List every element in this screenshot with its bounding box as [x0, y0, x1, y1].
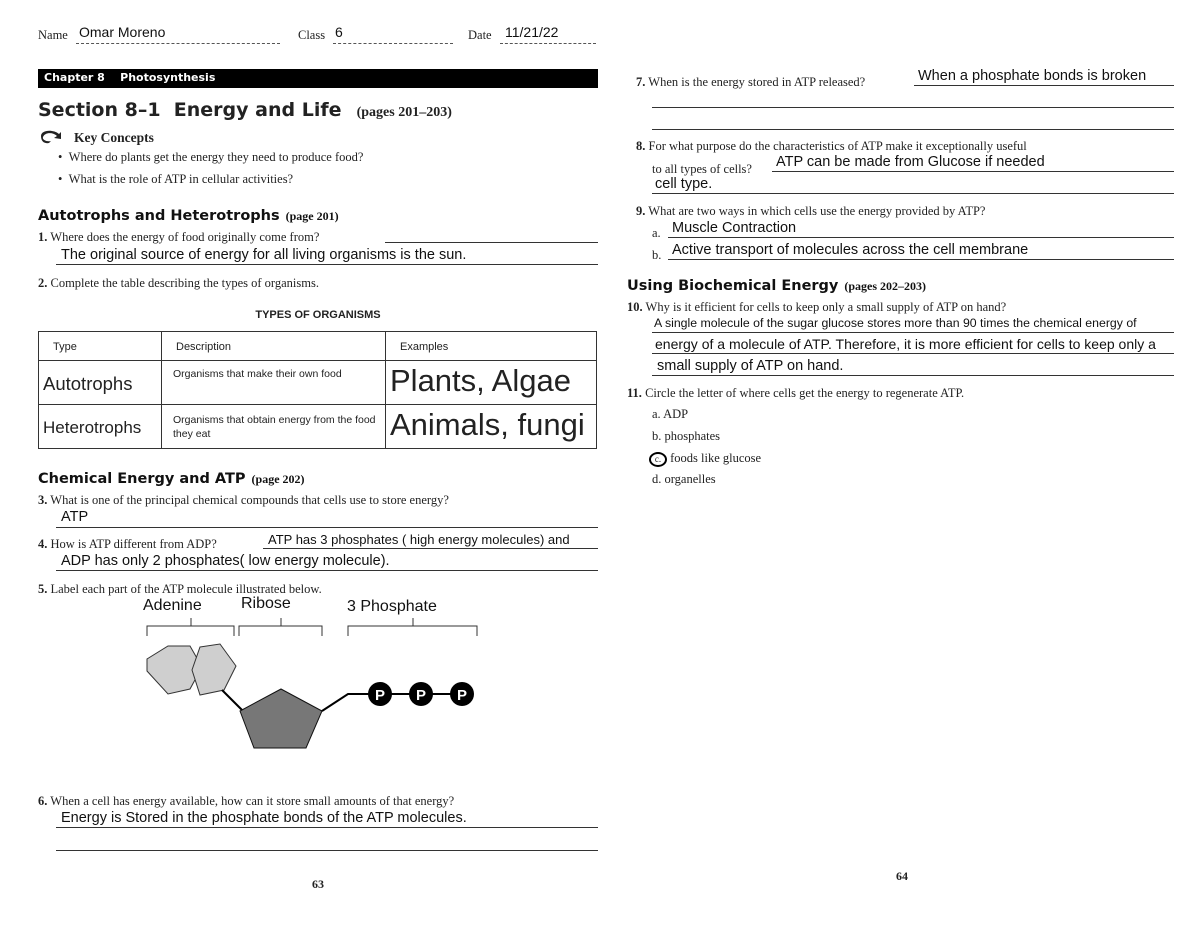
q10-answer-2[interactable]: energy of a molecule of ATP. Therefore, it is more efficient for cells to keep only a [655, 336, 1156, 352]
key-concept-bullet-2: • What is the role of ATP in cellular activities? [58, 172, 294, 186]
q10-answer-1[interactable]: A single molecule of the sugar glucose stores more than 90 times the chemical energy of [654, 316, 1137, 330]
q10-line-2 [652, 353, 1174, 354]
q8-answer-1[interactable]: ATP can be made from Glucose if needed [776, 154, 1045, 170]
label-ribose[interactable]: Ribose [241, 595, 291, 612]
q8-answer-2[interactable]: cell type. [655, 176, 713, 192]
table-header-type: Type [39, 332, 162, 361]
key-concepts-label: Key Concepts [74, 130, 154, 145]
q1-line-1 [385, 242, 598, 243]
table-row [39, 361, 597, 405]
section-title [38, 99, 452, 121]
q4-answer-1[interactable]: ATP has 3 phosphates ( high energy molecules) and [268, 532, 570, 547]
chapter-bar: Chapter 8 Photosynthesis [38, 69, 598, 88]
q10-question: 10. Why is it efficient for cells to keep only a small supply of ATP on hand? [627, 300, 1007, 314]
row-description[interactable]: Organisms that obtain energy from the food they eat [162, 405, 386, 449]
q7-line-1 [914, 85, 1174, 86]
phosphate-symbol: P [374, 687, 386, 704]
q3-question: 3. What is one of the principal chemical compounds that cells use to store energy? [38, 493, 449, 507]
row-type[interactable]: Autotrophs [39, 361, 162, 405]
class-label: Class [298, 28, 326, 42]
q1-line-2 [56, 264, 598, 265]
q7-line-3 [652, 129, 1174, 130]
name-label: Name [38, 28, 68, 42]
adenine-ribose-bond [222, 690, 242, 710]
date-line [500, 43, 596, 44]
q2-question: 2. Complete the table describing the types of organisms. [38, 276, 319, 290]
table-caption: TYPES OF ORGANISMS [255, 309, 381, 321]
class-line [333, 43, 453, 44]
q4-question: 4. How is ATP different from ADP? [38, 537, 217, 551]
q6-answer[interactable]: Energy is Stored in the phosphate bonds of the ATP molecules. [61, 810, 467, 826]
q11-question: 11. Circle the letter of where cells get the energy to regenerate ATP. [627, 386, 965, 400]
label-adenine[interactable]: Adenine [143, 597, 202, 614]
q10-line-3 [652, 375, 1174, 376]
q6-line-1 [56, 827, 598, 828]
q1-answer[interactable]: The original source of energy for all living organisms is the sun. [61, 247, 467, 263]
table-header-row [39, 332, 597, 361]
q4-answer-2[interactable]: ADP has only 2 phosphates( low energy molecule). [61, 553, 390, 569]
ribose-pentagon [240, 689, 322, 748]
phosphate-circle [450, 682, 474, 706]
circled-answer: c. [649, 452, 667, 467]
q11-option-a[interactable]: a. ADP [652, 407, 689, 421]
key-concepts-icon [39, 128, 63, 144]
q9-b-answer[interactable]: Active transport of molecules across the cell membrane [672, 242, 1029, 258]
label-phosphate[interactable]: 3 Phosphate [347, 598, 437, 615]
q1-question: 1. Where does the energy of food originally come from? [38, 230, 320, 244]
name-line [76, 43, 280, 44]
page-number-left: 63 [312, 877, 324, 891]
row-description[interactable]: Organisms that make their own food [162, 361, 386, 405]
q9-b-line [668, 259, 1174, 260]
q3-line [56, 527, 598, 528]
q11-option-d[interactable]: d. organelles [652, 472, 716, 486]
q9-a-answer[interactable]: Muscle Contraction [672, 220, 797, 236]
adenine-pentagon [192, 644, 236, 695]
q7-question: 7. When is the energy stored in ATP released? [636, 75, 866, 89]
q4-line-2 [56, 570, 598, 571]
autotrophs-heading: Autotrophs and Heterotrophs (page 201) [38, 208, 339, 224]
name-value[interactable]: Omar Moreno [79, 24, 166, 40]
q10-line-1 [652, 332, 1174, 333]
phosphate-symbol: P [456, 687, 468, 704]
organisms-table [38, 331, 597, 449]
table-header-examples: Examples [386, 332, 597, 361]
class-value[interactable]: 6 [335, 24, 343, 40]
section-pages: (pages 201–203) [356, 105, 452, 120]
atp-molecule-diagram [140, 614, 485, 754]
phosphate-circle [409, 682, 433, 706]
biochem-heading: Using Biochemical Energy (pages 202–203) [627, 278, 927, 294]
q7-answer[interactable]: When a phosphate bonds is broken [918, 68, 1147, 84]
q8-question-2: to all types of cells? [652, 162, 752, 176]
phosphate-bracket [348, 618, 477, 636]
key-concept-bullet-1: • Where do plants get the energy they need to produce food? [58, 150, 364, 164]
q9-question: 9. What are two ways in which cells use the energy provided by ATP? [636, 204, 986, 218]
q3-answer[interactable]: ATP [61, 509, 89, 525]
q9-a-label: a. [652, 226, 661, 240]
table-row [39, 405, 597, 449]
q6-line-2 [56, 850, 598, 851]
q7-line-2 [652, 107, 1174, 108]
date-value[interactable]: 11/21/22 [505, 24, 559, 40]
row-examples[interactable]: Animals, fungi [386, 405, 597, 449]
q11-option-b[interactable]: b. phosphates [652, 429, 721, 443]
chemical-heading: Chemical Energy and ATP (page 202) [38, 471, 305, 487]
ribose-phosphate-bond [322, 694, 372, 711]
q9-a-line [668, 237, 1174, 238]
section-title-text: Section 8–1 Energy and Life [38, 99, 342, 121]
q11-option-c[interactable]: c. foods like glucose [649, 451, 761, 467]
phosphate-circle [368, 682, 392, 706]
adenine-bracket [147, 618, 234, 636]
q10-answer-3[interactable]: small supply of ATP on hand. [657, 358, 844, 374]
ribose-bracket [239, 618, 322, 636]
date-label: Date [468, 28, 492, 42]
q6-question: 6. When a cell has energy available, how can it store small amounts of that energy? [38, 794, 455, 808]
row-type[interactable]: Heterotrophs [39, 405, 162, 449]
table-header-description: Description [162, 332, 386, 361]
q5-question: 5. Label each part of the ATP molecule illustrated below. [38, 582, 322, 596]
q4-line-1 [263, 548, 598, 549]
q9-b-label: b. [652, 248, 662, 262]
phosphate-symbol: P [415, 687, 427, 704]
q8-question-1: 8. For what purpose do the characteristics of ATP make it exceptionally useful [636, 139, 1027, 153]
q8-line-2 [652, 193, 1174, 194]
q8-line-1 [772, 171, 1174, 172]
row-examples[interactable]: Plants, Algae [386, 361, 597, 405]
page-number-right: 64 [896, 869, 908, 883]
